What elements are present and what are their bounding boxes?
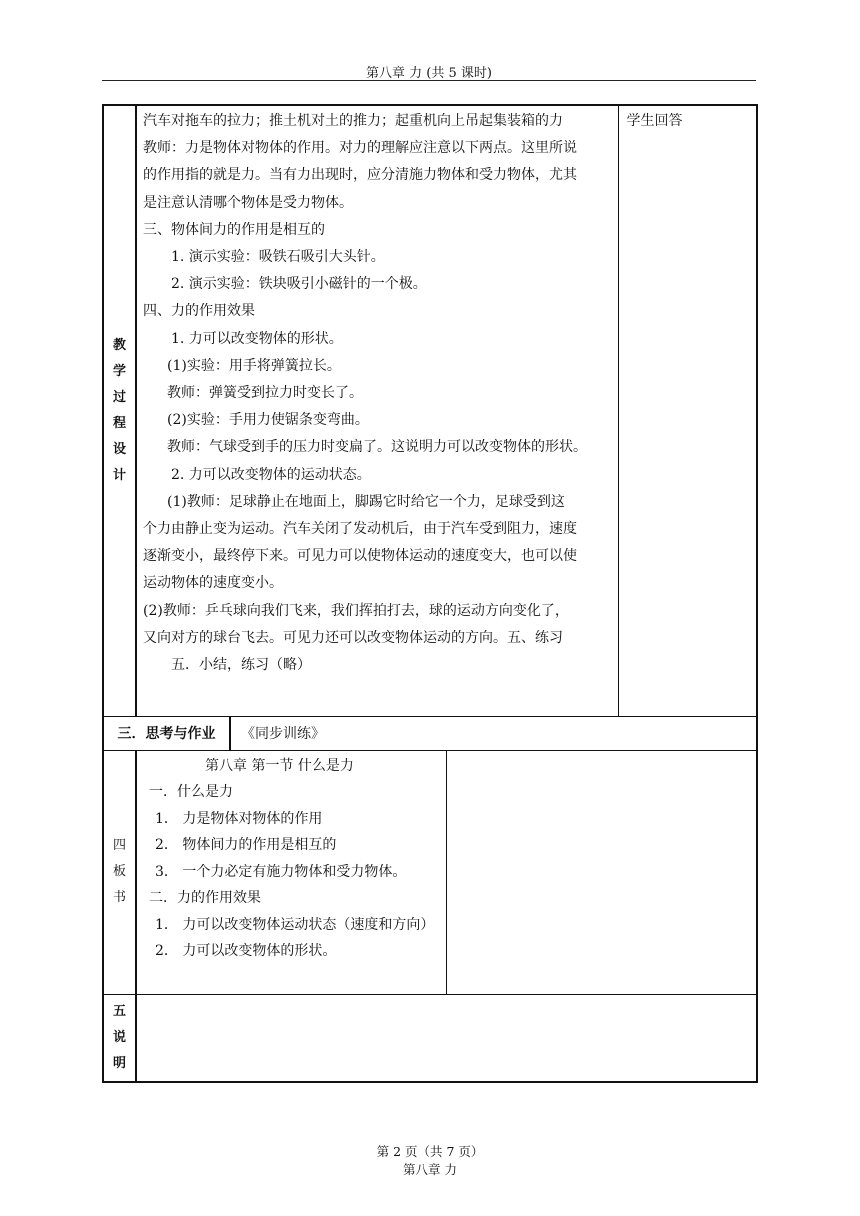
board-label: 四 板 书 <box>103 750 136 994</box>
process-line: (2)实验：手用力使锯条变弯曲。 <box>167 412 369 429</box>
process-line: 教师：弹簧受到拉力时变长了。 <box>167 385 363 402</box>
process-line: (1)实验：用手将弹簧拉长。 <box>167 357 341 374</box>
process-line: 五．小结，练习（略） <box>171 657 311 674</box>
board-content <box>136 750 446 994</box>
header-rule <box>102 80 756 81</box>
notes-row <box>103 994 757 1082</box>
process-line: 的作用指的就是力。当有力出现时，应分清施力物体和受力物体，尤其 <box>143 167 577 184</box>
board-line: 3． 一个力必定有施力物体和受力物体。 <box>155 863 407 880</box>
board-line: 1． 力是物体对物体的作用 <box>155 810 323 827</box>
homework-value: 《同步训练》 <box>230 716 757 750</box>
process-line: 四、力的作用效果 <box>143 303 255 320</box>
process-line: 教师：气球受到手的压力时变扁了。这说明力可以改变物体的形状。 <box>167 439 587 456</box>
process-line: 汽车对拖车的拉力；推土机对土的推力；起重机向上吊起集装箱的力 <box>143 113 563 129</box>
board-row <box>103 750 757 994</box>
page-header: 第八章 力 (共 5 课时) <box>366 66 492 81</box>
notes-label: 五 说 明 <box>103 994 136 1082</box>
student-response: 学生回答 <box>618 105 757 716</box>
page-number: 第 2 页（共 7 页） <box>376 1144 484 1159</box>
process-line: 又向对方的球台飞去。可见力还可以改变物体运动的方向。五、练习 <box>143 629 563 646</box>
process-line: 1. 演示实验：吸铁石吸引大头针。 <box>171 249 385 266</box>
process-line: 个力由静止变为运动。汽车关闭了发动机后，由于汽车受到阻力，速度 <box>143 521 577 538</box>
lesson-plan-table <box>102 104 758 1083</box>
process-line: 是注意认清哪个物体是受力物体。 <box>143 194 353 211</box>
process-line: (1)教师：足球静止在地面上，脚踢它时给它一个力，足球受到这 <box>167 493 565 510</box>
process-line: 运动物体的速度变小。 <box>143 575 283 592</box>
notes-content <box>136 994 757 1082</box>
process-line: 1. 力可以改变物体的形状。 <box>171 330 343 347</box>
footer-chapter: 第八章 力 <box>403 1162 457 1177</box>
homework-label: 三．思考与作业 <box>103 716 230 750</box>
process-label: 教 学 过 程 设 计 <box>103 105 136 716</box>
board-title: 第八章 第一节 什么是力 <box>205 757 354 774</box>
homework-row <box>103 716 757 750</box>
process-line: 2. 演示实验：铁块吸引小磁针的一个极。 <box>171 276 427 293</box>
process-line: 教师：力是物体对物体的作用。对力的理解应注意以下两点。这里所说 <box>143 140 577 157</box>
board-empty-column <box>446 750 757 994</box>
board-line: 2． 力可以改变物体的形状。 <box>155 943 337 959</box>
process-line: (2)教师：乒乓球向我们飞来，我们挥拍打去，球的运动方向变化了， <box>143 602 569 619</box>
board-line: 二．力的作用效果 <box>149 890 261 906</box>
process-line: 2. 力可以改变物体的运动状态。 <box>171 466 371 483</box>
process-content <box>136 105 618 716</box>
board-line: 1． 力可以改变物体运动状态（速度和方向） <box>155 916 435 933</box>
board-line: 2． 物体间力的作用是相互的 <box>155 837 337 853</box>
board-line: 一．什么是力 <box>149 784 233 800</box>
process-line: 逐渐变小，最终停下来。可见力可以使物体运动的速度变大，也可以使 <box>143 548 577 565</box>
process-line: 三、物体间力的作用是相互的 <box>143 221 325 238</box>
process-row <box>103 105 757 716</box>
